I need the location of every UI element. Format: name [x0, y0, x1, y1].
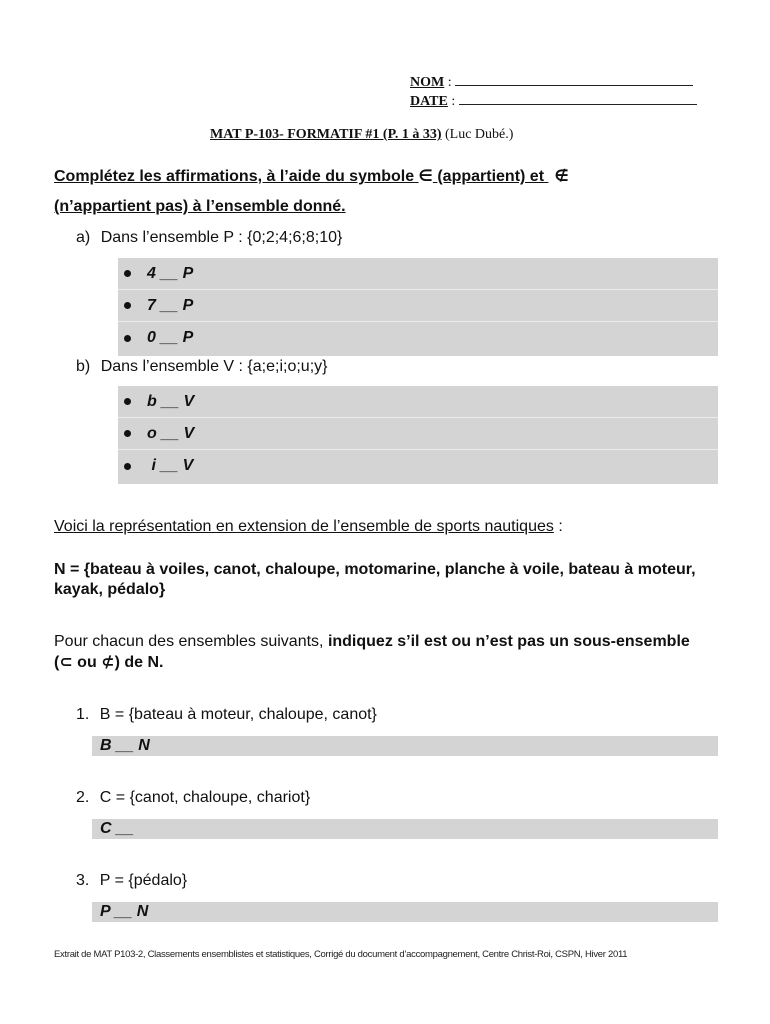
name-blank-line [455, 73, 693, 86]
answer-row [118, 258, 718, 290]
name-label: NOM [410, 75, 445, 90]
subset-item-3 [76, 872, 187, 890]
course-title: MAT P-103- FORMATIF #1 (P. 1 à 33) [210, 127, 442, 142]
question-a-text: Dans l’ensemble P : {0;2;4;6;8;10} [100, 229, 343, 246]
date-label: DATE [410, 94, 448, 109]
answer-bar-2: C __ [92, 819, 718, 839]
bullet-icon [124, 463, 131, 470]
intro-text: Voici la représentation en extension de l’ensemble de sports nautiques [54, 518, 554, 535]
name-colon: : [447, 75, 452, 90]
date-colon: : [451, 94, 456, 109]
item-text: P = {pédalo} [99, 872, 188, 889]
answer-row [118, 386, 718, 418]
document-title [210, 127, 513, 143]
bullet-icon [124, 302, 131, 309]
section2-intro [54, 517, 563, 537]
bullet-icon [124, 335, 131, 342]
subset-question [54, 632, 694, 673]
item-text: B = {bateau à moteur, chaloupe, canot} [99, 706, 377, 723]
subset-item-1 [76, 706, 377, 724]
subset-item-2 [76, 789, 310, 807]
answer-bar-1: B __ N [92, 736, 718, 756]
question-b-label: b) [76, 358, 91, 375]
answer-text: 7 __ P [147, 296, 194, 314]
heading-text-1: Complétez les affirmations, à l’aide du symbole [54, 168, 415, 185]
question-a [76, 229, 342, 247]
item-number: 3. [76, 872, 90, 889]
date-field [410, 92, 697, 111]
bullet-icon [124, 430, 131, 437]
heading-period: . [341, 198, 346, 215]
answer-text: i __ V [147, 457, 194, 474]
name-field [410, 73, 693, 92]
question-b [76, 358, 327, 376]
question-bold-text: indiquez s’il est ou n’est pas un sous-ensemble ( [54, 633, 690, 671]
not-element-of-symbol: ∉ [554, 166, 569, 185]
question-a-label: a) [76, 229, 91, 246]
section1-heading-line1 [54, 166, 569, 186]
answer-text: b __ V [147, 392, 195, 410]
footer-source: Extrait de MAT P103-2, Classements ensemblistes et statistiques, Corrigé du document d’accompagnement, Centre Christ-Roi, CSPN, Hiver 2011 [54, 949, 628, 960]
heading-text-3: (n’appartient pas) à l’ensemble donné [54, 198, 342, 215]
answer-text: 0 __ P [147, 329, 194, 346]
question-end: ) de N. [114, 654, 164, 671]
intro-colon: : [553, 518, 563, 535]
element-of-symbol: ∈ [418, 166, 433, 185]
bullet-icon [124, 398, 131, 405]
bullet-icon [124, 270, 131, 277]
answer-row [118, 290, 718, 322]
answer-box-b [118, 386, 718, 484]
item-number: 2. [76, 789, 90, 806]
date-blank-line [459, 92, 697, 105]
subset-symbol: ⊂ [59, 652, 73, 671]
item-text: C = {canot, chaloupe, chariot} [99, 789, 311, 806]
item-number: 1. [76, 706, 90, 723]
answer-row [118, 418, 718, 450]
section1-heading-line2 [54, 198, 346, 216]
question-b-text: Dans l’ensemble V : {a;e;i;o;u;y} [100, 358, 328, 375]
answer-row [118, 450, 718, 482]
question-text: Pour chacun des ensembles suivants, [54, 633, 328, 650]
author: (Luc Dubé.) [445, 127, 514, 142]
question-or: ou [72, 654, 102, 671]
answer-text: o __ V [147, 424, 195, 442]
answer-bar-3: P __ N [92, 902, 718, 922]
set-definition: N = {bateau à voiles, canot, chaloupe, motomarine, planche à voile, bateau à moteur, kayak, pédalo} [54, 561, 696, 598]
answer-row [118, 322, 718, 354]
answer-text: 4 __ P [147, 264, 194, 282]
heading-text-2: (appartient) et [437, 168, 545, 185]
answer-box-a [118, 258, 718, 356]
not-subset-symbol: ⊄ [101, 652, 115, 671]
